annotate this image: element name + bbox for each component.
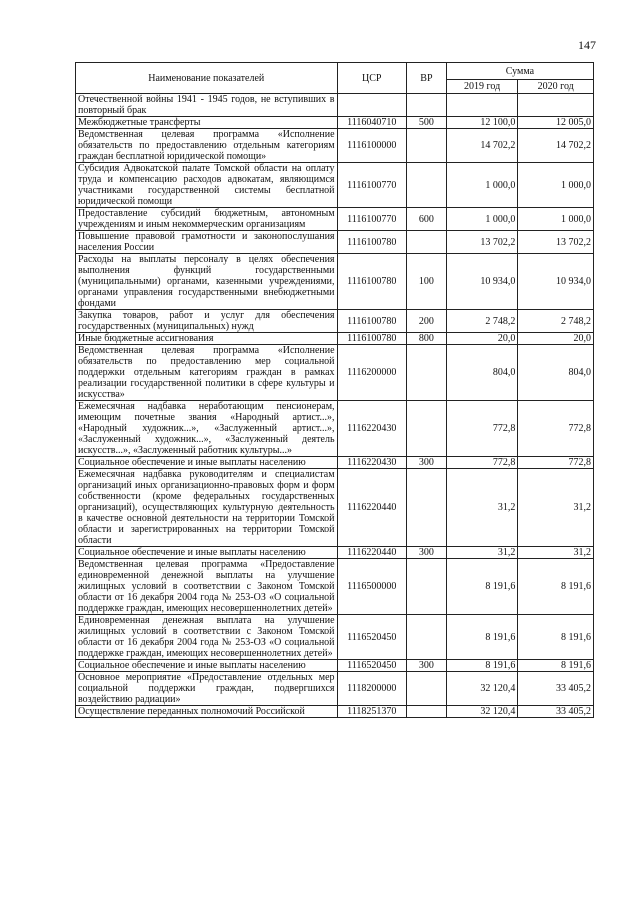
table-row [76, 615, 594, 660]
cell-v2020: 8 191,6 [518, 559, 594, 615]
table-row [76, 559, 594, 615]
cell-v2019: 1 000,0 [446, 163, 518, 208]
table-row [76, 457, 594, 469]
cell-csr: 1116520450 [337, 660, 406, 672]
page-number: 147 [578, 38, 596, 52]
table-row [76, 94, 594, 117]
cell-csr: 1116220430 [337, 457, 406, 469]
cell-csr: 1116100780 [337, 310, 406, 333]
cell-name: Иные бюджетные ассигнования [76, 333, 338, 345]
table-row [76, 333, 594, 345]
table-row [76, 310, 594, 333]
cell-v2019: 1 000,0 [446, 208, 518, 231]
cell-name: Ежемесячная надбавка руководителям и специалистам организаций иных организационно-правовых форм и форм собственности (кроме федеральных государственных организаций), осуществляющих культурную деятельность в качестве основной деятельности на территории Томской области и зарегистрированных на территории Томской области [76, 469, 338, 547]
cell-csr: 1118200000 [337, 672, 406, 706]
table-row [76, 345, 594, 401]
cell-v2019: 20,0 [446, 333, 518, 345]
cell-vr [407, 706, 447, 718]
cell-v2020: 20,0 [518, 333, 594, 345]
cell-v2019: 8 191,6 [446, 660, 518, 672]
table-row [76, 254, 594, 310]
cell-csr: 1116100780 [337, 231, 406, 254]
table-row [76, 401, 594, 457]
cell-v2019: 13 702,2 [446, 231, 518, 254]
cell-name: Ведомственная целевая программа «Предоставление единовременной денежной выплаты на улучшение жилищных условий в соответствии с Законом Томской области от 16 декабря 2004 года № 253-ОЗ «О социальной поддержке граждан, имеющих несовершеннолетних детей» [76, 559, 338, 615]
cell-vr [407, 615, 447, 660]
cell-v2019: 8 191,6 [446, 615, 518, 660]
cell-vr [407, 94, 447, 117]
cell-name: Осуществление переданных полномочий Российской [76, 706, 338, 718]
cell-vr [407, 231, 447, 254]
cell-vr [407, 345, 447, 401]
cell-name: Субсидия Адвокатской палате Томской области на оплату труда и компенсацию расходов адвокатам, являющимся участниками государственной системы бесплатной юридической помощи [76, 163, 338, 208]
cell-vr: 200 [407, 310, 447, 333]
cell-v2020: 31,2 [518, 469, 594, 547]
cell-v2019: 804,0 [446, 345, 518, 401]
cell-v2020: 13 702,2 [518, 231, 594, 254]
cell-v2020: 12 005,0 [518, 117, 594, 129]
cell-v2020: 8 191,6 [518, 660, 594, 672]
cell-csr: 1116100770 [337, 208, 406, 231]
cell-name: Повышение правовой грамотности и законопослушания населения России [76, 231, 338, 254]
cell-v2020: 2 748,2 [518, 310, 594, 333]
header-csr: ЦСР [337, 63, 406, 94]
cell-name: Отечественной войны 1941 - 1945 годов, не вступивших в повторный брак [76, 94, 338, 117]
table-row [76, 672, 594, 706]
cell-name: Единовременная денежная выплата на улучшение жилищных условий в соответствии с Законом Томской области от 16 декабря 2004 года № 253-ОЗ «О социальной поддержке граждан, имеющих несовершеннолетних детей» [76, 615, 338, 660]
cell-v2019: 31,2 [446, 469, 518, 547]
cell-vr: 600 [407, 208, 447, 231]
cell-v2019: 772,8 [446, 457, 518, 469]
cell-vr: 100 [407, 254, 447, 310]
cell-v2020: 31,2 [518, 547, 594, 559]
cell-name: Предоставление субсидий бюджетным, автономным учреждениям и иным некоммерческим организациям [76, 208, 338, 231]
cell-v2019: 14 702,2 [446, 129, 518, 163]
cell-vr: 500 [407, 117, 447, 129]
table-row [76, 208, 594, 231]
cell-v2020: 8 191,6 [518, 615, 594, 660]
cell-csr: 1116200000 [337, 345, 406, 401]
cell-v2020: 10 934,0 [518, 254, 594, 310]
cell-csr: 1116040710 [337, 117, 406, 129]
cell-name: Основное мероприятие «Предоставление отдельных мер социальной поддержки граждан, подвергшихся воздействию радиации» [76, 672, 338, 706]
cell-name: Ведомственная целевая программа «Исполнение обязательств по предоставлению отдельным категориям граждан бесплатной юридической помощи» [76, 129, 338, 163]
cell-v2019: 32 120,4 [446, 672, 518, 706]
cell-v2019: 8 191,6 [446, 559, 518, 615]
cell-v2020: 1 000,0 [518, 163, 594, 208]
header-name: Наименование показателей [76, 63, 338, 94]
cell-vr [407, 401, 447, 457]
cell-csr: 1116220440 [337, 469, 406, 547]
table-body [76, 94, 594, 718]
cell-name: Социальное обеспечение и иные выплаты населению [76, 457, 338, 469]
cell-vr [407, 559, 447, 615]
cell-csr: 1116220430 [337, 401, 406, 457]
cell-v2019: 31,2 [446, 547, 518, 559]
cell-name: Ежемесячная надбавка неработающим пенсионерам, имеющим почетные звания «Народный артист...», «Народный художник...», «Заслуженный артист...», «Заслуженный художник...», «Заслуженный деятель искусств...», «Заслуженный работник культуры...» [76, 401, 338, 457]
cell-v2019 [446, 94, 518, 117]
header-vr: ВР [407, 63, 447, 94]
cell-vr: 300 [407, 660, 447, 672]
cell-vr: 300 [407, 457, 447, 469]
cell-v2020: 772,8 [518, 401, 594, 457]
table-header [76, 63, 594, 94]
table-row [76, 117, 594, 129]
cell-name: Социальное обеспечение и иные выплаты населению [76, 660, 338, 672]
cell-name: Ведомственная целевая программа «Исполнение обязательств по предоставлению мер социальной поддержки отдельным категориям граждан в рамках реализации государственной политики в сфере культуры и искусства» [76, 345, 338, 401]
table-row [76, 231, 594, 254]
cell-csr: 1116220440 [337, 547, 406, 559]
cell-csr: 1116100780 [337, 254, 406, 310]
cell-v2019: 772,8 [446, 401, 518, 457]
cell-v2019: 32 120,4 [446, 706, 518, 718]
cell-vr: 800 [407, 333, 447, 345]
cell-vr [407, 163, 447, 208]
cell-csr: 1118251370 [337, 706, 406, 718]
cell-vr [407, 129, 447, 163]
cell-v2019: 10 934,0 [446, 254, 518, 310]
cell-v2020: 14 702,2 [518, 129, 594, 163]
table-row [76, 163, 594, 208]
cell-vr [407, 672, 447, 706]
cell-v2020: 804,0 [518, 345, 594, 401]
table-row [76, 129, 594, 163]
cell-csr [337, 94, 406, 117]
cell-vr: 300 [407, 547, 447, 559]
header-sum: Сумма [446, 63, 593, 80]
table-row [76, 469, 594, 547]
cell-v2020 [518, 94, 594, 117]
cell-v2019: 2 748,2 [446, 310, 518, 333]
table-row [76, 706, 594, 718]
cell-name: Закупка товаров, работ и услуг для обеспечения государственных (муниципальных) нужд [76, 310, 338, 333]
table-row [76, 660, 594, 672]
cell-v2020: 772,8 [518, 457, 594, 469]
cell-csr: 1116100000 [337, 129, 406, 163]
table-row [76, 547, 594, 559]
cell-name: Расходы на выплаты персоналу в целях обеспечения выполнения функций государственными (муниципальными) органами, казенными учреждениями, органами управления государственными внебюджетными фондами [76, 254, 338, 310]
cell-v2020: 33 405,2 [518, 706, 594, 718]
cell-csr: 1116100770 [337, 163, 406, 208]
header-year-2020: 2020 год [518, 80, 594, 94]
budget-table [75, 62, 594, 718]
cell-csr: 1116100780 [337, 333, 406, 345]
cell-name: Межбюджетные трансферты [76, 117, 338, 129]
cell-v2019: 12 100,0 [446, 117, 518, 129]
header-year-2019: 2019 год [446, 80, 518, 94]
cell-name: Социальное обеспечение и иные выплаты населению [76, 547, 338, 559]
cell-v2020: 1 000,0 [518, 208, 594, 231]
cell-csr: 1116520450 [337, 615, 406, 660]
cell-csr: 1116500000 [337, 559, 406, 615]
cell-vr [407, 469, 447, 547]
cell-v2020: 33 405,2 [518, 672, 594, 706]
